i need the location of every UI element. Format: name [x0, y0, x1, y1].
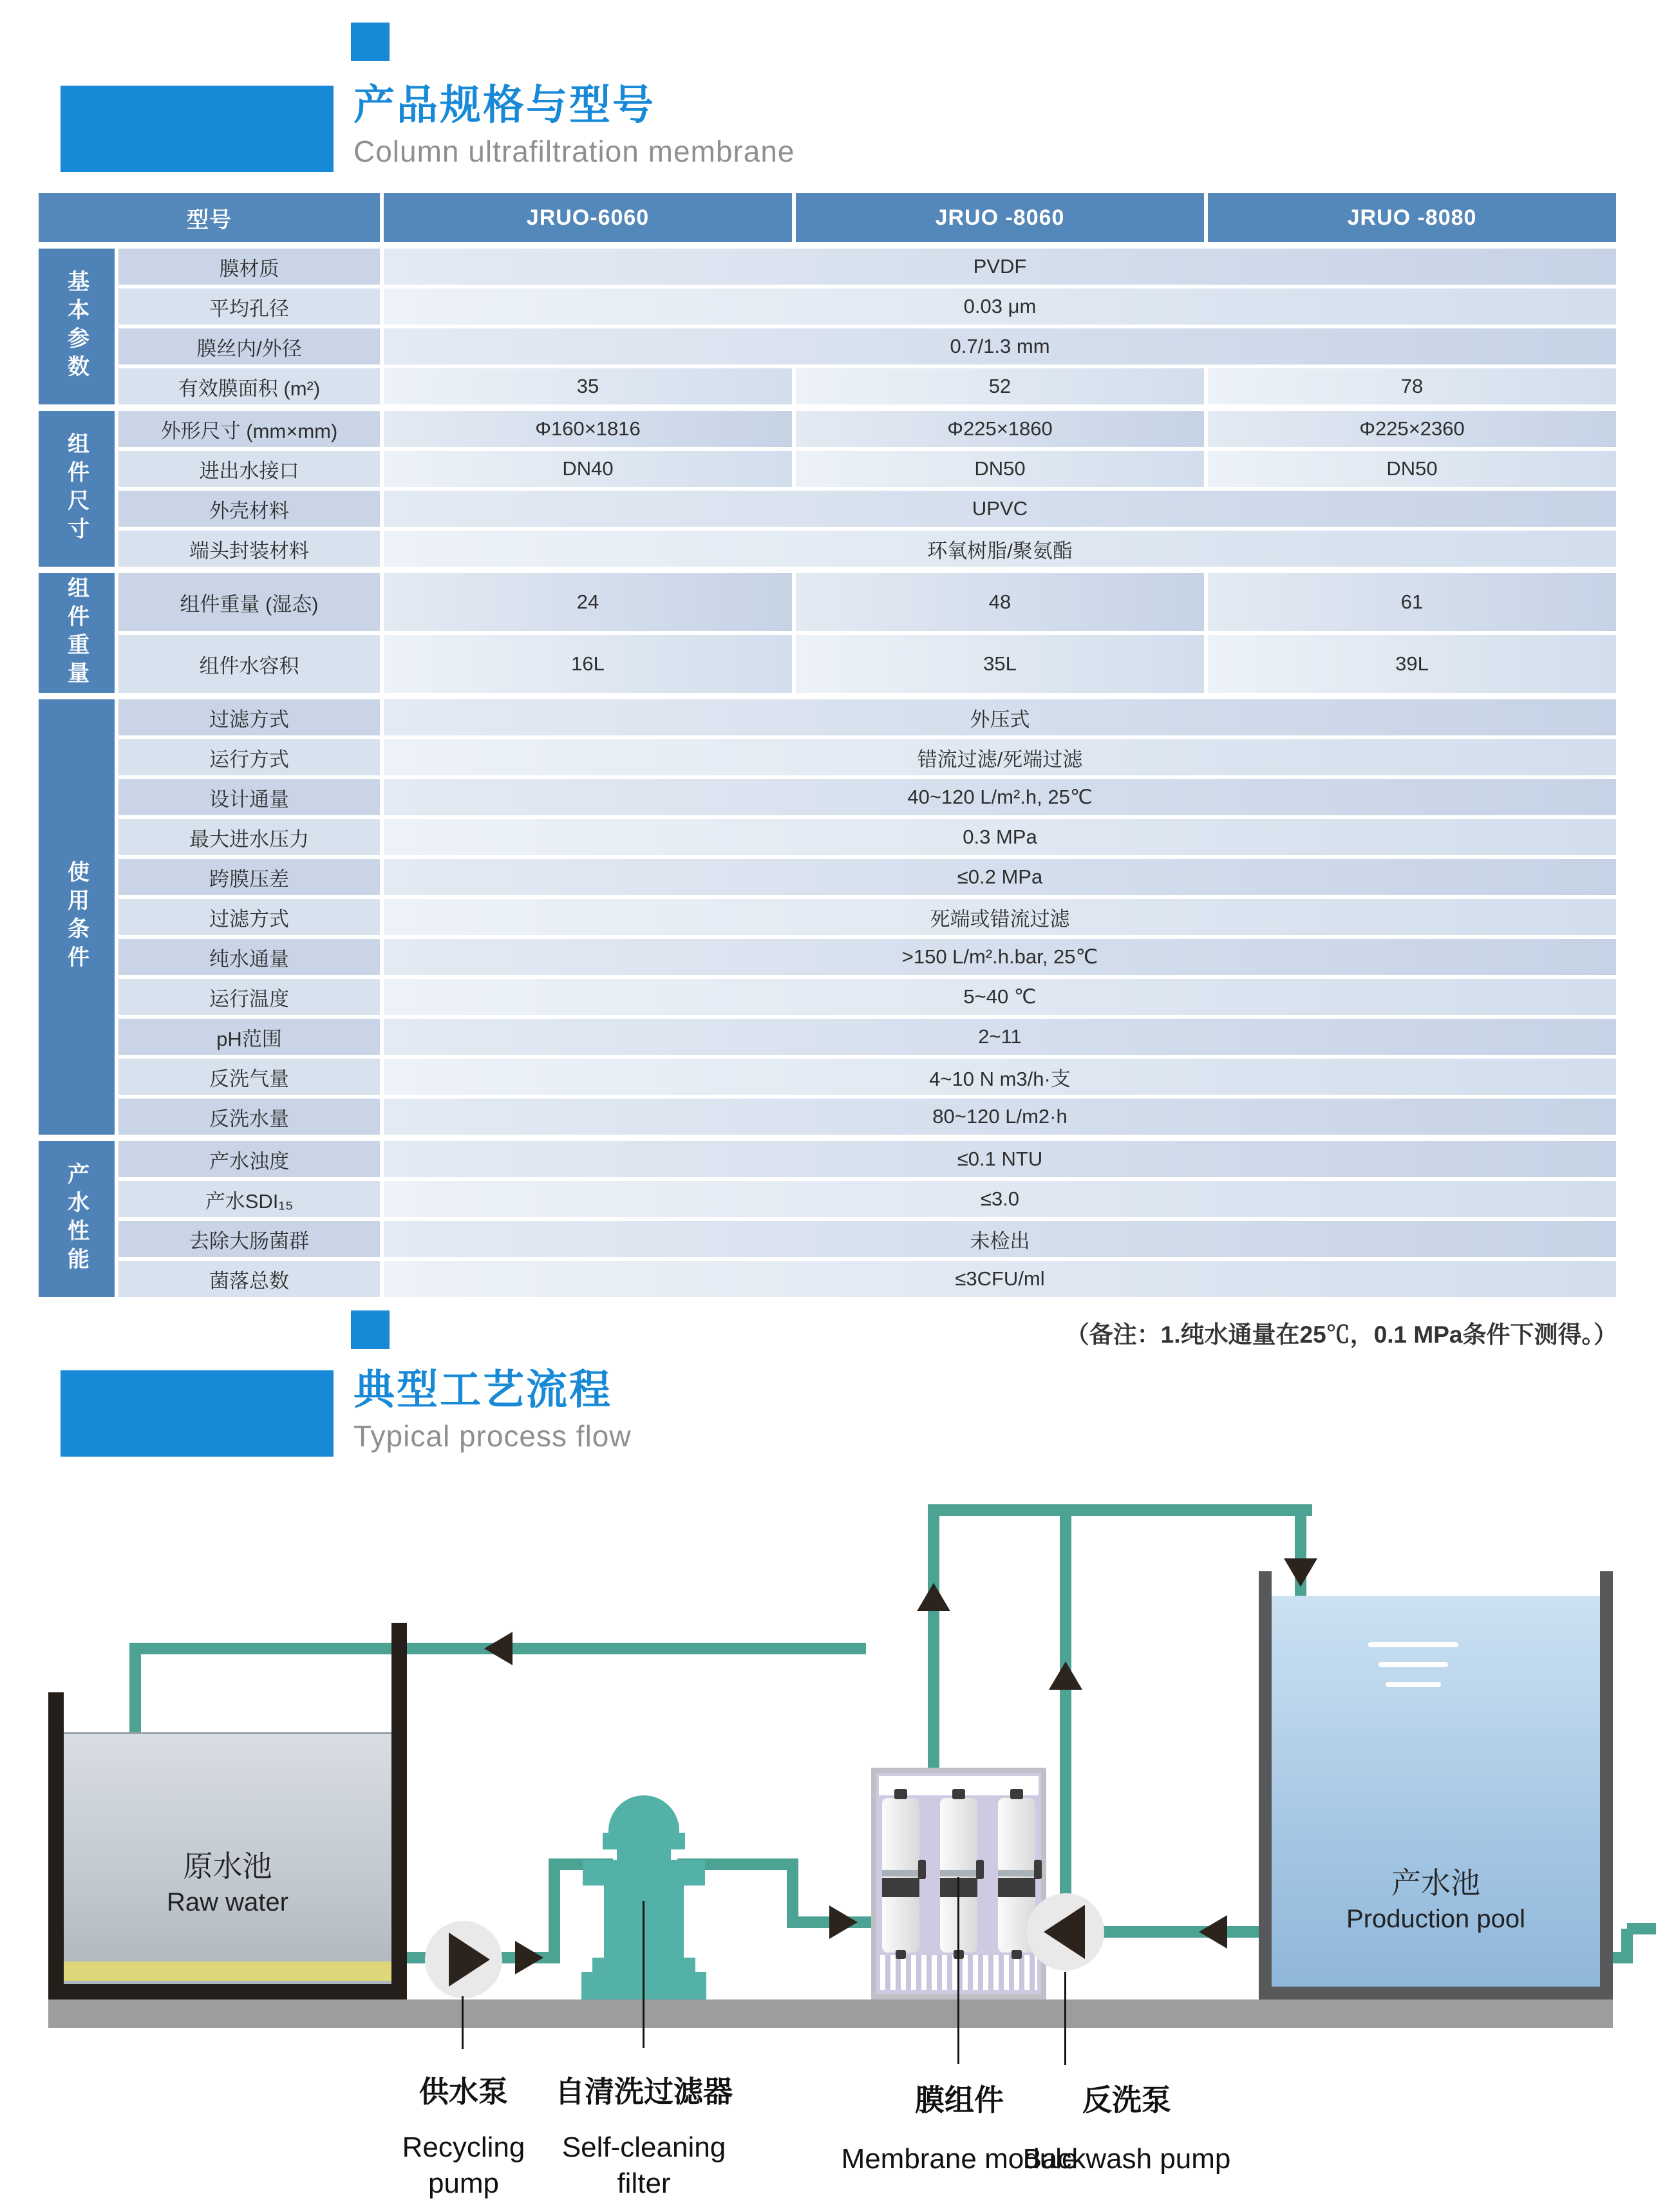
flow-arrow-down-icon — [1284, 1558, 1317, 1587]
param-label-cell: 外壳材料 — [118, 491, 380, 527]
value-cell: 35L — [796, 635, 1204, 693]
pump-impeller-icon — [1044, 1905, 1085, 1959]
module-label-zh: 膜组件 — [915, 2083, 1004, 2117]
label-leader-line — [957, 1877, 959, 2064]
flow-arrow-up-icon — [917, 1583, 950, 1611]
param-label-cell: 去除大肠菌群 — [118, 1221, 380, 1257]
flow-arrow-up-icon — [1049, 1661, 1082, 1690]
param-label-cell: 有效膜面积 (m²) — [118, 368, 380, 404]
pool-wall — [1259, 1987, 1613, 1999]
param-label-cell: 产水SDI₁₅ — [118, 1181, 380, 1217]
value-span-cell: 0.7/1.3 mm — [384, 328, 1616, 364]
pipe-module-riser — [928, 1504, 939, 1770]
category-cell: 基本参数 — [39, 249, 115, 404]
model-name-cell: JRUO -8080 — [1208, 193, 1616, 242]
pipe-pool-to-backwash-pump — [1098, 1926, 1282, 1938]
pool-label-zh: 产水池 — [1391, 1866, 1480, 1900]
value-cell: 35 — [384, 368, 792, 404]
model-name-cell: JRUO -8060 — [796, 193, 1204, 242]
label-leader-line — [643, 1901, 645, 2048]
value-span-cell: 外压式 — [384, 699, 1616, 735]
param-label-cell: 过滤方式 — [118, 699, 380, 735]
param-label-cell: 产水浊度 — [118, 1141, 380, 1177]
pool-wall — [1600, 1571, 1613, 1999]
ground-line — [48, 1999, 1613, 2028]
pipe-product-top — [928, 1504, 1312, 1516]
value-cell: 24 — [384, 573, 792, 631]
param-label-cell: 膜材质 — [118, 249, 380, 285]
section-title-process-flow: 典型工艺流程 — [353, 1366, 612, 1413]
accent-square-icon — [351, 1310, 390, 1349]
backwash-pump-label-en: Backwash pump — [1022, 2143, 1231, 2175]
table-header-row — [39, 193, 1617, 242]
model-header-cell: 型号 — [39, 193, 380, 242]
category-cell: 使用条件 — [39, 699, 115, 1135]
accent-square-icon — [351, 23, 390, 61]
param-label-cell: 最大进水压力 — [118, 819, 380, 855]
page-title: 产品规格与型号 — [353, 82, 655, 128]
water-ripple-icon — [1386, 1682, 1441, 1687]
filter-label-en1: Self-cleaning — [561, 2132, 726, 2163]
pool-label-en: Production pool — [1346, 1905, 1525, 1933]
supply-pump-label-en1: Recycling — [402, 2132, 525, 2163]
label-leader-line — [462, 1996, 464, 2049]
filter-label-zh: 自清洗过滤器 — [555, 2075, 733, 2108]
value-cell: DN50 — [1208, 451, 1616, 487]
value-span-cell: 4~10 N m3/h·支 — [384, 1059, 1616, 1095]
value-span-cell: 死端或错流过滤 — [384, 899, 1616, 935]
value-span-cell: 环氧树脂/聚氨酯 — [384, 531, 1616, 567]
flow-arrow-right-icon — [829, 1905, 858, 1939]
value-span-cell: ≤0.1 NTU — [384, 1141, 1616, 1177]
value-cell: Φ160×1816 — [384, 411, 792, 447]
param-label-cell: 运行方式 — [118, 739, 380, 775]
value-cell: 78 — [1208, 368, 1616, 404]
value-span-cell: 未检出 — [384, 1221, 1616, 1257]
value-cell: 61 — [1208, 573, 1616, 631]
value-span-cell: ≤3CFU/ml — [384, 1261, 1616, 1297]
filter-dome — [608, 1795, 679, 1835]
spec-table — [39, 193, 1617, 1303]
backwash-pump-label-zh: 反洗泵 — [1082, 2083, 1171, 2117]
flow-arrow-right-icon — [515, 1941, 543, 1974]
raw-tank-label-en: Raw water — [167, 1888, 288, 1916]
value-span-cell: 错流过滤/死端过滤 — [384, 739, 1616, 775]
table-section — [39, 411, 1617, 567]
value-cell: 48 — [796, 573, 1204, 631]
category-cell: 产水性能 — [39, 1141, 115, 1297]
param-label-cell: 外形尺寸 (mm×mm) — [118, 411, 380, 447]
supply-pump-label-en2: pump — [428, 2168, 500, 2199]
sediment-layer — [64, 1961, 391, 1981]
param-label-cell: 菌落总数 — [118, 1261, 380, 1297]
param-label-cell: 过滤方式 — [118, 899, 380, 935]
value-cell: Φ225×1860 — [796, 411, 1204, 447]
section-subtitle-process-flow: Typical process flow — [353, 1419, 632, 1453]
tank-wall — [48, 1984, 407, 1999]
value-cell: 39L — [1208, 635, 1616, 693]
param-label-cell: 组件水容积 — [118, 635, 380, 693]
label-leader-line — [1064, 1972, 1066, 2065]
table-section — [39, 249, 1617, 404]
param-label-cell: pH范围 — [118, 1019, 380, 1055]
param-label-cell: 反洗气量 — [118, 1059, 380, 1095]
water-ripple-icon — [1378, 1662, 1448, 1667]
raw-tank-label-zh: 原水池 — [183, 1849, 272, 1883]
module-label-en: Membrane module — [841, 2143, 1078, 2175]
param-label-cell: 纯水通量 — [118, 939, 380, 975]
value-span-cell: ≤3.0 — [384, 1181, 1616, 1217]
table-section — [39, 1141, 1617, 1297]
value-span-cell: >150 L/m².h.bar, 25℃ — [384, 939, 1616, 975]
value-span-cell: 0.3 MPa — [384, 819, 1616, 855]
param-label-cell: 运行温度 — [118, 979, 380, 1015]
param-label-cell: 膜丝内/外径 — [118, 328, 380, 364]
category-cell: 组件重量 — [39, 573, 115, 693]
water-ripple-icon — [1368, 1642, 1458, 1647]
membrane-element — [882, 1798, 919, 1952]
filter-label-en2: filter — [617, 2168, 671, 2199]
value-span-cell: ≤0.2 MPa — [384, 859, 1616, 895]
param-label-cell: 进出水接口 — [118, 451, 380, 487]
param-label-cell: 跨膜压差 — [118, 859, 380, 895]
value-cell: 16L — [384, 635, 792, 693]
table-section — [39, 699, 1617, 1135]
pipe-backwash-vertical — [1060, 1504, 1071, 1897]
value-span-cell: 0.03 μm — [384, 288, 1616, 325]
accent-rectangle — [61, 1370, 334, 1457]
model-name-cell: JRUO-6060 — [384, 193, 792, 242]
flow-arrow-left-icon — [484, 1632, 513, 1665]
value-span-cell: 80~120 L/m2·h — [384, 1099, 1616, 1135]
supply-pump-label-zh: 供水泵 — [419, 2075, 508, 2108]
table-footnote: （备注：1.纯水通量在25℃，0.1 MPa条件下测得。） — [1065, 1321, 1617, 1348]
pipe-elbow-up — [549, 1858, 560, 1963]
pipe-pool-outlet-exit — [1627, 1923, 1656, 1934]
param-label-cell: 平均孔径 — [118, 288, 380, 325]
filter-collar — [583, 1860, 705, 1886]
tank-wall — [48, 1692, 64, 1999]
table-section — [39, 573, 1617, 693]
value-span-cell: PVDF — [384, 249, 1616, 285]
param-label-cell: 组件重量 (湿态) — [118, 573, 380, 631]
value-span-cell: 40~120 L/m².h, 25℃ — [384, 779, 1616, 815]
pool-wall — [1259, 1571, 1272, 1999]
param-label-cell: 端头封装材料 — [118, 531, 380, 567]
accent-rectangle — [61, 86, 334, 172]
pump-impeller-icon — [449, 1933, 490, 1987]
param-label-cell: 反洗水量 — [118, 1099, 380, 1135]
param-label-cell: 设计通量 — [118, 779, 380, 815]
value-cell: 52 — [796, 368, 1204, 404]
value-cell: DN50 — [796, 451, 1204, 487]
value-cell: DN40 — [384, 451, 792, 487]
category-cell: 组件尺寸 — [39, 411, 115, 567]
tank-wall — [391, 1623, 407, 1999]
page-subtitle: Column ultrafiltration membrane — [353, 135, 795, 168]
value-span-cell: 2~11 — [384, 1019, 1616, 1055]
value-span-cell: UPVC — [384, 491, 1616, 527]
value-cell: Φ225×2360 — [1208, 411, 1616, 447]
flow-arrow-left-icon — [1199, 1915, 1227, 1949]
value-span-cell: 5~40 ℃ — [384, 979, 1616, 1015]
